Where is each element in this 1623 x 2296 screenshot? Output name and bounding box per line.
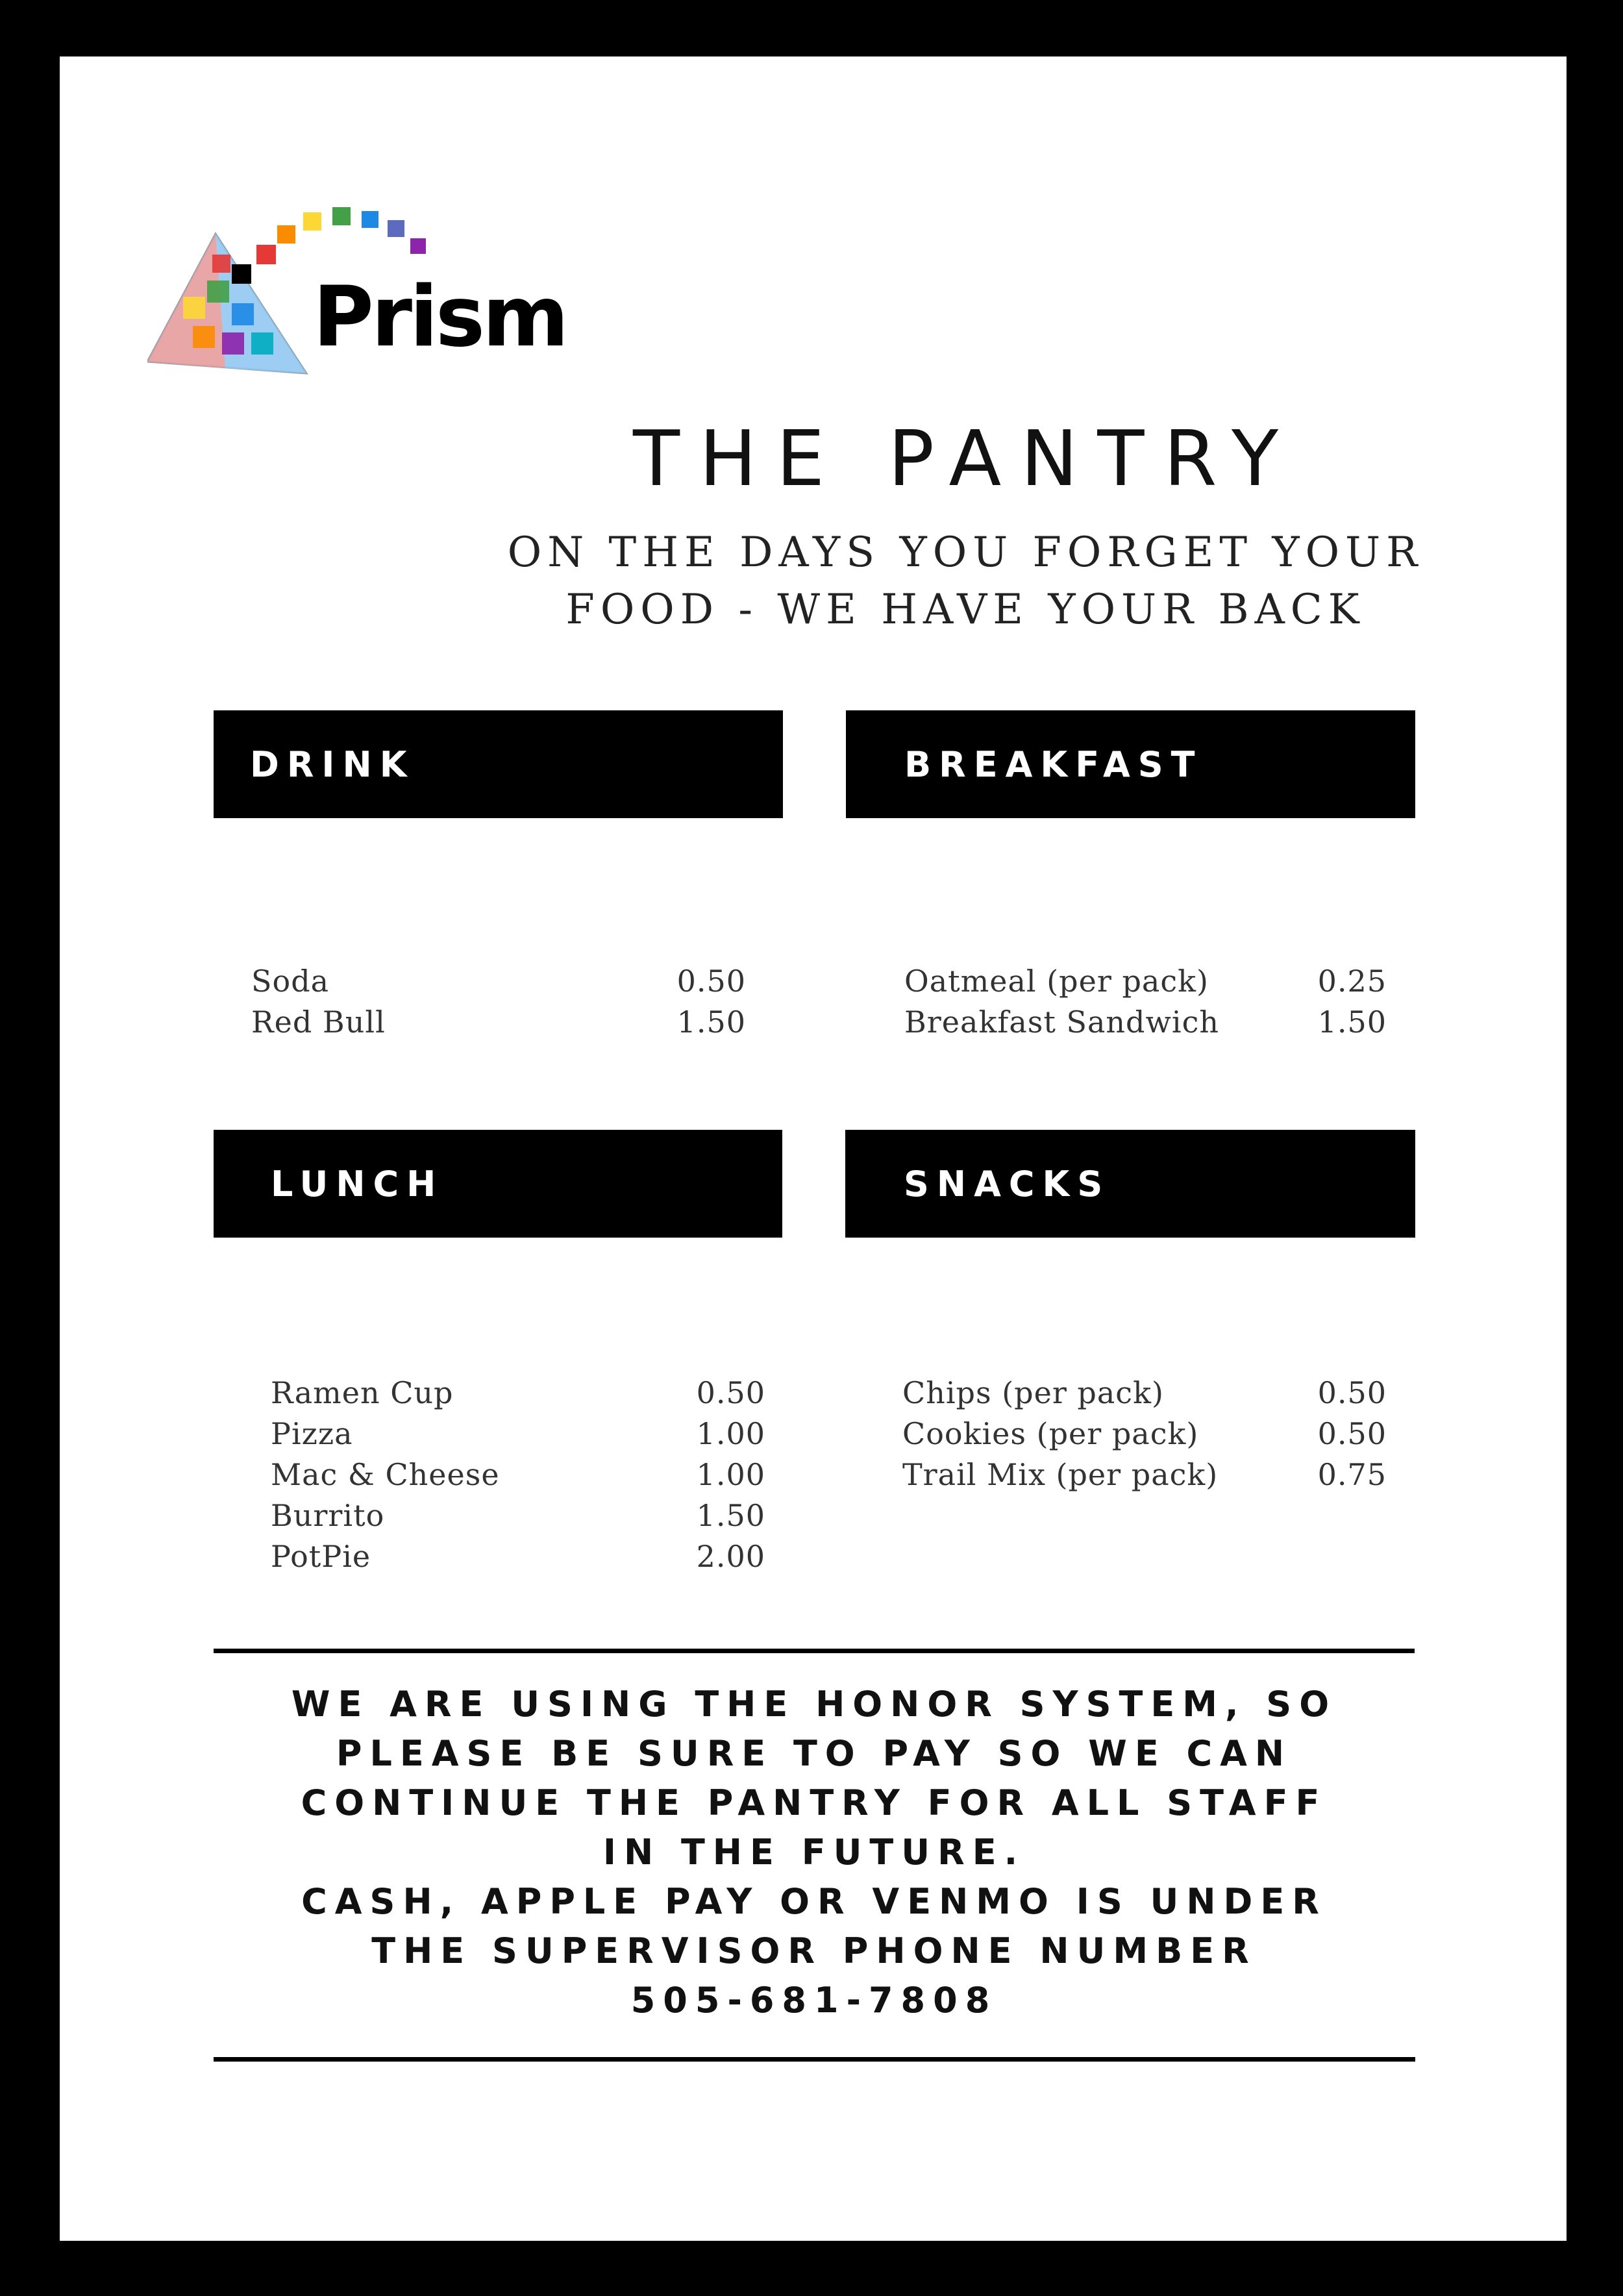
menu-item	[271, 1414, 765, 1454]
menu-item	[902, 1373, 1387, 1414]
drink-item-list	[251, 961, 746, 1043]
notice-line: CASH, APPLE PAY OR VENMO IS UNDER	[301, 1881, 1327, 1922]
item-price: 1.00	[696, 1416, 765, 1451]
item-price: 0.75	[1317, 1457, 1387, 1492]
phone-number: 505-681-7808	[630, 1980, 998, 2021]
menu-item	[251, 961, 746, 1002]
menu-item	[902, 1454, 1387, 1495]
snacks-item-list	[902, 1373, 1387, 1495]
item-price: 0.25	[1317, 964, 1387, 999]
section-header-lunch: LUNCH	[214, 1130, 782, 1238]
item-price: 1.50	[1317, 1004, 1387, 1040]
item-price: 2.00	[696, 1539, 765, 1574]
page-title: THE PANTRY	[632, 414, 1298, 503]
subtitle-line: FOOD - WE HAVE YOUR BACK	[565, 586, 1365, 634]
menu-item	[271, 1536, 765, 1577]
item-price: 0.50	[696, 1375, 765, 1410]
divider	[214, 1649, 1415, 1653]
section-header-drink: DRINK	[214, 710, 783, 818]
item-price: 1.50	[696, 1498, 765, 1533]
item-name: Breakfast Sandwich	[904, 1004, 1219, 1040]
section-header-snacks: SNACKS	[845, 1130, 1415, 1238]
breakfast-item-list	[904, 961, 1387, 1043]
item-name: Chips (per pack)	[902, 1375, 1164, 1410]
item-name: Oatmeal (per pack)	[904, 964, 1209, 999]
menu-page	[60, 56, 1567, 2241]
item-name: Burrito	[271, 1498, 385, 1533]
notice-line: IN THE FUTURE.	[602, 1832, 1026, 1873]
menu-item	[904, 961, 1387, 1002]
item-price: 1.50	[676, 1004, 746, 1040]
menu-item	[271, 1373, 765, 1414]
section-header-breakfast: BREAKFAST	[846, 710, 1415, 818]
notice-line: WE ARE USING THE HONOR SYSTEM, SO	[291, 1684, 1337, 1725]
item-name: Soda	[251, 964, 330, 999]
item-name: Mac & Cheese	[271, 1457, 500, 1492]
menu-item	[904, 1002, 1387, 1043]
item-name: PotPie	[271, 1539, 371, 1574]
subtitle-line: ON THE DAYS YOU FORGET YOUR	[507, 529, 1424, 577]
honor-system-notice	[214, 1680, 1415, 2025]
item-name: Trail Mix (per pack)	[902, 1457, 1219, 1492]
item-name: Red Bull	[251, 1004, 386, 1040]
prism-logo	[147, 167, 576, 381]
notice-line: CONTINUE THE PANTRY FOR ALL STAFF	[301, 1782, 1328, 1823]
menu-item	[271, 1454, 765, 1495]
lunch-item-list	[271, 1373, 765, 1577]
item-price: 0.50	[1317, 1416, 1387, 1451]
notice-line: THE SUPERVISOR PHONE NUMBER	[371, 1930, 1257, 1971]
page-subtitle	[430, 524, 1501, 638]
menu-item	[902, 1414, 1387, 1454]
item-price: 0.50	[676, 964, 746, 999]
menu-item	[271, 1495, 765, 1536]
item-price: 1.00	[696, 1457, 765, 1492]
item-name: Pizza	[271, 1416, 353, 1451]
divider	[214, 2057, 1415, 2062]
logo-wordmark: Prism	[313, 269, 567, 366]
menu-item	[251, 1002, 746, 1043]
item-price: 0.50	[1317, 1375, 1387, 1410]
item-name: Cookies (per pack)	[902, 1416, 1199, 1451]
item-name: Ramen Cup	[271, 1375, 454, 1410]
notice-line: PLEASE BE SURE TO PAY SO WE CAN	[336, 1733, 1293, 1774]
